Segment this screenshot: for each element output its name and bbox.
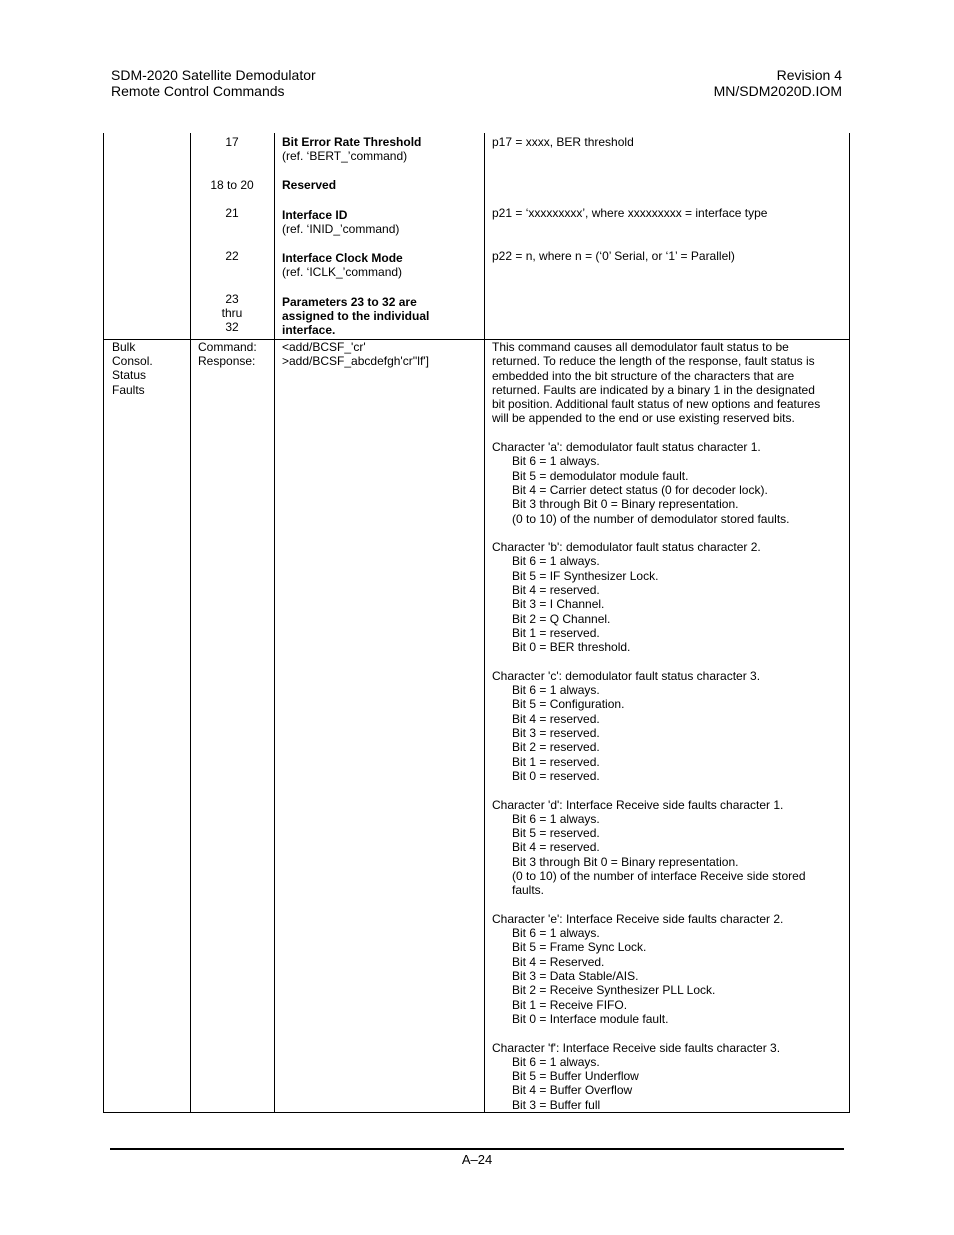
bit-line: Bit 6 = 1 always. (512, 454, 600, 469)
bit-line: Bit 6 = 1 always. (512, 1054, 600, 1069)
character-heading: Character 'e': Interface Receive side faults character 2. (492, 911, 784, 926)
bit-line: Bit 0 = Interface module fault. (512, 1011, 669, 1026)
bit-line: Bit 1 = Receive FIFO. (512, 997, 628, 1012)
bit-line: Bit 4 = Carrier detect status (0 for decoder lock). (512, 482, 768, 497)
bit-line: Bit 4 = reserved. (512, 583, 600, 598)
bit-line: Bit 6 = 1 always. (512, 926, 600, 941)
param-title: Interface ID (282, 208, 348, 222)
description-line: returned. To reduce the length of the response, fault status is (492, 354, 815, 369)
param-ref: (ref. ‘ICLK_’command) (282, 265, 403, 279)
param-ref: (ref. ‘INID_’command) (282, 222, 400, 236)
header-right (714, 67, 842, 99)
bit-line: Bit 2 = Receive Synthesizer PLL Lock. (512, 983, 716, 998)
column-divider (190, 133, 191, 1112)
bit-line: Bit 3 = Buffer full (512, 1097, 601, 1112)
character-heading: Character 'd': Interface Receive side faults character 1. (492, 797, 784, 812)
command-description (492, 340, 847, 1112)
response-label: Response: (198, 354, 256, 368)
bit-line: Bit 3 = reserved. (512, 726, 600, 741)
param-number: 23 (225, 292, 239, 306)
param-number: 32 (225, 320, 239, 334)
bit-line: Bit 5 = IF Synthesizer Lock. (512, 568, 659, 583)
character-heading: Character 'a': demodulator fault status character 1. (492, 440, 761, 455)
param-title: Interface Clock Mode (282, 251, 403, 265)
bit-line: Bit 0 = reserved. (512, 768, 600, 783)
param-title: Reserved (282, 178, 337, 192)
character-heading: Character 'f': Interface Receive side faults character 3. (492, 1040, 781, 1055)
command-name: Status (112, 368, 147, 382)
param-title: Parameters 23 to 32 are (282, 295, 417, 309)
description-line: embedded into the bit structure of the characters that are (492, 368, 795, 383)
bit-line: Bit 5 = demodulator module fault. (512, 468, 689, 483)
bit-line: Bit 6 = 1 always. (512, 811, 600, 826)
command-table (103, 133, 850, 1113)
description-line: returned. Faults are indicated by a binary 1 in the designated (492, 382, 815, 397)
param-description: p21 = ‘xxxxxxxxx’, where xxxxxxxxx = interface type (492, 206, 768, 220)
description-line: will be appended to the end or use existing reserved bits. (492, 411, 795, 426)
revision: Revision 4 (776, 67, 842, 83)
bit-line: Bit 3 through Bit 0 = Binary representation. (512, 497, 739, 512)
bit-line: Bit 5 = Buffer Underflow (512, 1069, 639, 1084)
bit-line: (0 to 10) of the number of demodulator stored faults. (512, 511, 790, 526)
bit-line: Bit 2 = Q Channel. (512, 611, 611, 626)
bit-line: Bit 3 = Data Stable/AIS. (512, 969, 639, 984)
bit-line: Bit 4 = reserved. (512, 840, 600, 855)
bit-line: Bit 4 = Buffer Overflow (512, 1083, 633, 1098)
description-line: bit position. Additional fault status of new options and features (492, 397, 821, 412)
bit-line: Bit 0 = BER threshold. (512, 640, 631, 655)
param-description: p22 = n, where n = (‘0’ Serial, or ‘1’ = Parallel) (492, 249, 735, 263)
column-divider (484, 133, 485, 1112)
doc-title: SDM-2020 Satellite Demodulator (111, 67, 316, 83)
response-syntax: >add/BCSF_abcdefgh'cr''lf'] (282, 354, 429, 368)
doc-number: MN/SDM2020D.IOM (713, 83, 842, 99)
bit-line: Bit 5 = Configuration. (512, 697, 625, 712)
bit-line: Bit 4 = reserved. (512, 711, 600, 726)
param-description: p17 = xxxx, BER threshold (492, 135, 634, 149)
command-syntax: <add/BCSF_'cr' (282, 340, 366, 354)
param-ref: (ref. ‘BERT_’command) (282, 149, 408, 163)
bit-line: Bit 3 through Bit 0 = Binary representation. (512, 854, 739, 869)
bit-line: Bit 1 = reserved. (512, 625, 600, 640)
param-number: 21 (225, 206, 239, 220)
command-label: Command: (198, 340, 257, 354)
description-line: This command causes all demodulator fault status to be (492, 340, 789, 354)
bit-line: Bit 6 = 1 always. (512, 554, 600, 569)
column-divider (274, 133, 275, 1112)
param-number: 17 (225, 135, 239, 149)
bit-line: faults. (512, 883, 545, 898)
bit-line: Bit 4 = Reserved. (512, 954, 605, 969)
bit-line: Bit 1 = reserved. (512, 754, 600, 769)
character-heading: Character 'c': demodulator fault status character 3. (492, 668, 761, 683)
bit-line: (0 to 10) of the number of interface Receive side stored (512, 868, 806, 883)
doc-section: Remote Control Commands (111, 83, 285, 99)
command-name: Bulk (112, 340, 136, 354)
bit-line: Bit 2 = reserved. (512, 740, 600, 755)
command-name: Consol. (112, 354, 153, 368)
bit-line: Bit 6 = 1 always. (512, 683, 600, 698)
character-heading: Character 'b': demodulator fault status character 2. (492, 540, 761, 555)
bit-line: Bit 5 = Frame Sync Lock. (512, 940, 647, 955)
param-title: Bit Error Rate Threshold (282, 135, 422, 149)
param-title: interface. (282, 323, 336, 337)
page-number: A–24 (461, 1152, 493, 1167)
param-number: thru (221, 306, 243, 320)
bit-line: Bit 3 = I Channel. (512, 597, 605, 612)
param-number: 22 (225, 249, 239, 263)
param-title: assigned to the individual (282, 309, 430, 323)
command-name: Faults (112, 383, 145, 397)
footer-rule (110, 1148, 844, 1150)
param-number: 18 to 20 (210, 178, 254, 192)
header-left (111, 67, 316, 99)
bit-line: Bit 5 = reserved. (512, 826, 600, 841)
